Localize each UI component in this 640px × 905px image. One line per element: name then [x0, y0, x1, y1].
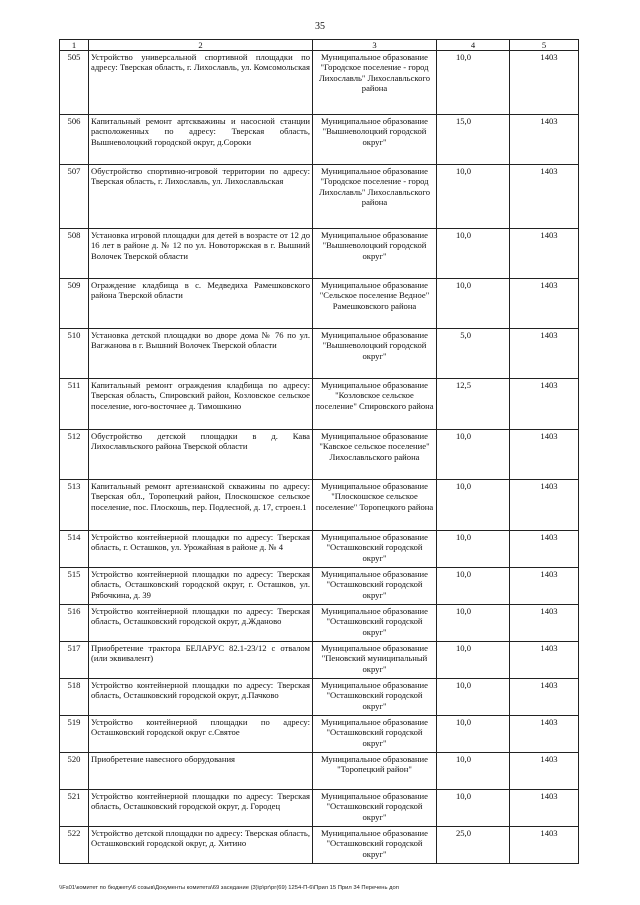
- header-cell: 3: [313, 40, 437, 51]
- row-amount: 10,0: [437, 753, 510, 790]
- row-owner: Муниципальное образование "Осташковский городской округ": [313, 716, 437, 753]
- row-description: Установка детской площадки во дворе дома № 76 по ул. Вагжанова в г. Вышний Волочек Тверской области: [89, 329, 313, 379]
- row-description: Устройство контейнерной площадки по адресу: Тверская область, г. Осташков, ул. Урожайная в районе д. № 4: [89, 531, 313, 568]
- row-number: 516: [60, 605, 89, 642]
- row-code: 1403: [510, 568, 579, 605]
- row-number: 506: [60, 115, 89, 165]
- table-row: [60, 605, 579, 642]
- row-number: 507: [60, 165, 89, 229]
- table-row: [60, 827, 579, 864]
- row-code: 1403: [510, 605, 579, 642]
- row-owner: Муниципальное образование "Осташковский городской округ": [313, 568, 437, 605]
- row-description: Устройство контейнерной площадки по адресу: Тверская область, Осташковский городской округ, д. Городец: [89, 790, 313, 827]
- table-row: [60, 279, 579, 329]
- row-number: 514: [60, 531, 89, 568]
- table-row: [60, 679, 579, 716]
- row-amount: 10,0: [437, 568, 510, 605]
- row-description: Устройство детской площадки по адресу: Тверская область, Осташковский городской округ, д. Хитино: [89, 827, 313, 864]
- table-row: [60, 229, 579, 279]
- row-code: 1403: [510, 827, 579, 864]
- row-code: 1403: [510, 279, 579, 329]
- row-owner: Муниципальное образование "Вышневолоцкий городской округ": [313, 229, 437, 279]
- row-description: Ограждение кладбища в с. Медведиха Рамешковского района Тверской области: [89, 279, 313, 329]
- row-code: 1403: [510, 229, 579, 279]
- row-owner: Муниципальное образование "Торопецкий район": [313, 753, 437, 790]
- row-code: 1403: [510, 642, 579, 679]
- row-description: Обустройство спортивно-игровой территории по адресу: Тверская область, г. Лихославль, ул. Лихославльская: [89, 165, 313, 229]
- row-code: 1403: [510, 379, 579, 430]
- registry-table: [59, 39, 579, 864]
- row-code: 1403: [510, 329, 579, 379]
- row-number: 517: [60, 642, 89, 679]
- row-amount: 10,0: [437, 165, 510, 229]
- row-owner: Муниципальное образование "Осташковский городской округ": [313, 827, 437, 864]
- table-row: [60, 165, 579, 229]
- row-amount: 10,0: [437, 642, 510, 679]
- header-cell: 1: [60, 40, 89, 51]
- header-cell: 4: [437, 40, 510, 51]
- row-description: Устройство универсальной спортивной площадки по адресу: Тверская область, г. Лихославль, ул. Комсомольская: [89, 51, 313, 115]
- row-number: 513: [60, 480, 89, 531]
- table-row: [60, 790, 579, 827]
- row-description: Установка игровой площадки для детей в возрасте от 12 до 16 лет в районе д. № 12 по ул. Новоторжская в г. Вышний Волочек Тверской области: [89, 229, 313, 279]
- table-row: [60, 430, 579, 480]
- row-amount: 10,0: [437, 531, 510, 568]
- table-row: [60, 568, 579, 605]
- row-number: 508: [60, 229, 89, 279]
- row-code: 1403: [510, 753, 579, 790]
- header-cell: 5: [510, 40, 579, 51]
- row-amount: 10,0: [437, 605, 510, 642]
- row-owner: Муниципальное образование "Кавское сельское поселение" Лихославльского района: [313, 430, 437, 480]
- row-description: Обустройство детской площадки в д. Кава Лихославльского района Тверской области: [89, 430, 313, 480]
- row-number: 518: [60, 679, 89, 716]
- row-amount: 10,0: [437, 790, 510, 827]
- row-amount: 10,0: [437, 279, 510, 329]
- row-amount: 10,0: [437, 480, 510, 531]
- row-description: Капитальный ремонт артскважины и насосной станции расположенных по адресу: Тверская область, Вышневолоцкий городской округ, д.Сороки: [89, 115, 313, 165]
- table-row: [60, 753, 579, 790]
- header-row: [60, 40, 579, 51]
- row-description: Устройство контейнерной площадки по адресу: Тверская область, Осташковский городской округ, д.Жданово: [89, 605, 313, 642]
- row-owner: Муниципальное образование "Осташковский городской округ": [313, 531, 437, 568]
- row-owner: Муниципальное образование "Городское поселение - город Лихославль" Лихославльского района: [313, 165, 437, 229]
- row-code: 1403: [510, 531, 579, 568]
- table-row: [60, 379, 579, 430]
- row-amount: 10,0: [437, 716, 510, 753]
- row-number: 509: [60, 279, 89, 329]
- row-amount: 10,0: [437, 51, 510, 115]
- row-number: 520: [60, 753, 89, 790]
- table-row: [60, 115, 579, 165]
- row-owner: Муниципальное образование "Пеновский муниципальный округ": [313, 642, 437, 679]
- row-description: Приобретение навесного оборудования: [89, 753, 313, 790]
- table-row: [60, 51, 579, 115]
- row-number: 519: [60, 716, 89, 753]
- table-row: [60, 480, 579, 531]
- row-description: Приобретение трактора БЕЛАРУС 82.1-23/12 с отвалом (или эквивалент): [89, 642, 313, 679]
- row-amount: 10,0: [437, 430, 510, 480]
- row-code: 1403: [510, 51, 579, 115]
- row-description: Капитальный ремонт ограждения кладбища по адресу: Тверская область, Спировский район, Козловское сельское поселение, юго-восточнее д. Тимошкино: [89, 379, 313, 430]
- row-description: Устройство контейнерной площадки по адресу: Осташковский городской округ с.Святое: [89, 716, 313, 753]
- row-code: 1403: [510, 115, 579, 165]
- row-code: 1403: [510, 430, 579, 480]
- row-amount: 10,0: [437, 229, 510, 279]
- row-owner: Муниципальное образование "Осташковский городской округ": [313, 605, 437, 642]
- row-description: Устройство контейнерной площадки по адресу: Тверская область, Осташковский городской округ, г. Осташков, ул. Рябочкина, д. 39: [89, 568, 313, 605]
- row-number: 515: [60, 568, 89, 605]
- row-number: 511: [60, 379, 89, 430]
- row-owner: Муниципальное образование "Осташковский городской округ": [313, 679, 437, 716]
- row-amount: 5,0: [437, 329, 510, 379]
- table-row: [60, 531, 579, 568]
- row-code: 1403: [510, 790, 579, 827]
- row-owner: Муниципальное образование "Вышневолоцкий городской округ": [313, 329, 437, 379]
- row-code: 1403: [510, 679, 579, 716]
- footer-file-path: \\Fs01\комитет по бюджету\6 созыв\Документы комитета\69 заседание (3)\р\рг\рг(69) 1254-П-6\Прил 15 Прил 34 Перечень доп: [59, 885, 399, 891]
- header-cell: 2: [89, 40, 313, 51]
- row-number: 512: [60, 430, 89, 480]
- row-owner: Муниципальное образование "Вышневолоцкий городской округ": [313, 115, 437, 165]
- row-number: 510: [60, 329, 89, 379]
- row-number: 522: [60, 827, 89, 864]
- row-amount: 15,0: [437, 115, 510, 165]
- row-code: 1403: [510, 716, 579, 753]
- row-owner: Муниципальное образование "Осташковский городской округ": [313, 790, 437, 827]
- row-amount: 12,5: [437, 379, 510, 430]
- row-code: 1403: [510, 480, 579, 531]
- table-row: [60, 329, 579, 379]
- row-description: Устройство контейнерной площадки по адресу: Тверская область, Осташковский городской округ, д.Пачково: [89, 679, 313, 716]
- row-description: Капитальный ремонт артезианской скважины по адресу: Тверская обл., Торопецкий район, Плоскошское сельское поселение, пос. Плоскошь, пер. Подлесной, д. 17, строен.1: [89, 480, 313, 531]
- table-row: [60, 716, 579, 753]
- row-owner: Муниципальное образование "Сельское поселение Ведное" Рамешковского района: [313, 279, 437, 329]
- row-number: 521: [60, 790, 89, 827]
- page-number: 35: [315, 21, 325, 32]
- row-owner: Муниципальное образование "Козловское сельское поселение" Спировского района: [313, 379, 437, 430]
- table-row: [60, 642, 579, 679]
- row-owner: Муниципальное образование "Городское поселение - город Лихославль" Лихославльского района: [313, 51, 437, 115]
- row-amount: 10,0: [437, 679, 510, 716]
- row-number: 505: [60, 51, 89, 115]
- row-code: 1403: [510, 165, 579, 229]
- row-owner: Муниципальное образование "Плоскошское сельское поселение" Торопецкого района: [313, 480, 437, 531]
- row-amount: 25,0: [437, 827, 510, 864]
